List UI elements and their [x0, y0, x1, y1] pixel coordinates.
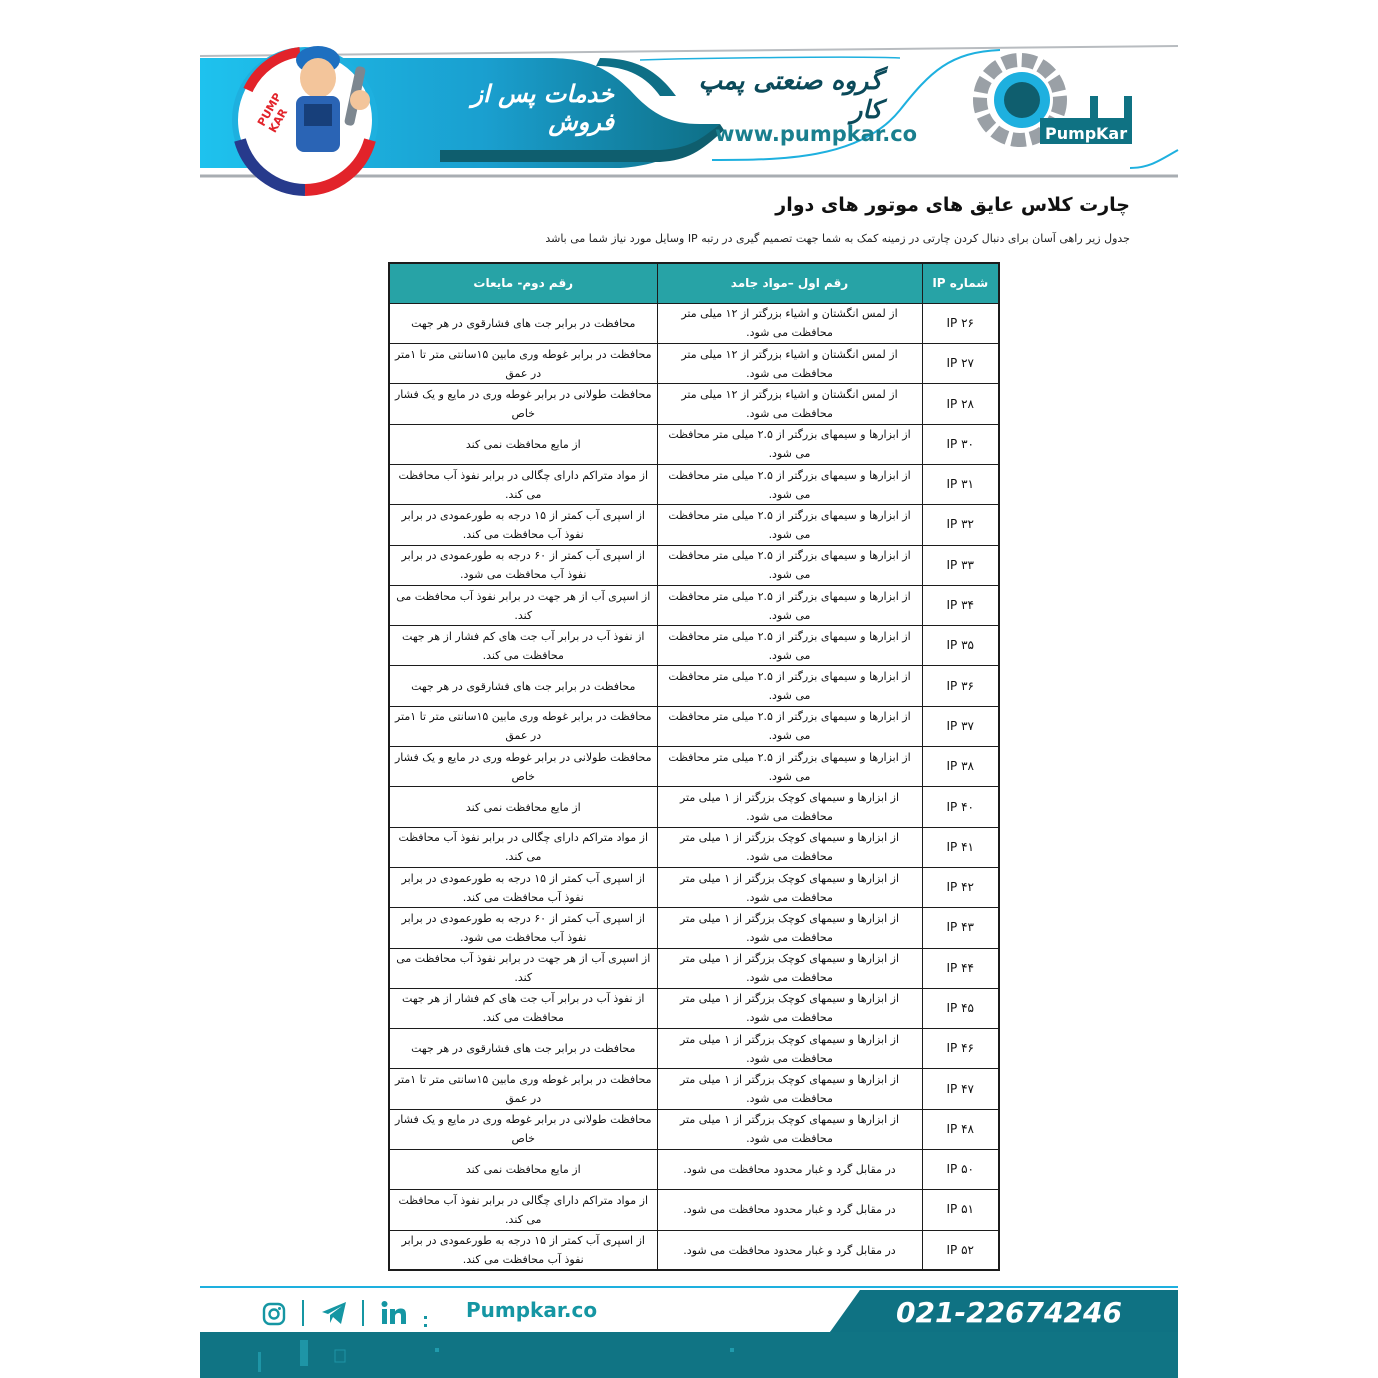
header-solids: رقم اول –مواد جامد — [657, 263, 922, 303]
header-liquids: رقم دوم- مایعات — [389, 263, 657, 303]
table-row — [389, 948, 999, 988]
cell-solids: از ابزارها و سیمهای کوچک بزرگتر از ۱ میلی متر محافظت می شود. — [657, 1069, 922, 1109]
cell-ip-number: IP ۴۶ — [922, 1029, 999, 1069]
footer-divider — [302, 1300, 304, 1326]
telegram-icon[interactable] — [320, 1300, 348, 1326]
cell-liquids: محافظت طولانی در برابر غوطه وری در مایع و یک فشار خاص — [389, 747, 657, 787]
cell-solids: از ابزارها و سیمهای کوچک بزرگتر از ۱ میلی متر محافظت می شود. — [657, 948, 922, 988]
table-row — [389, 626, 999, 666]
cell-liquids: محافظت در برابر غوطه وری مابین ۱۵سانتی متر تا ۱متر در عمق — [389, 1069, 657, 1109]
cell-solids: از ابزارها و سیمهای کوچک بزرگتر از ۱ میلی متر محافظت می شود. — [657, 988, 922, 1028]
cell-ip-number: IP ۳۵ — [922, 626, 999, 666]
cell-liquids: محافظت در برابر جت های فشارقوی در هر جهت — [389, 666, 657, 706]
cell-ip-number: IP ۴۳ — [922, 908, 999, 948]
footer-website[interactable]: Pumpkar.co — [466, 1298, 598, 1322]
cell-liquids: از اسپری آب از هر جهت در برابر نفوذ آب محافظت می کند. — [389, 948, 657, 988]
cell-solids: از ابزارها و سیمهای بزرگتر از ۲.۵ میلی متر محافظت می شود. — [657, 505, 922, 545]
cell-ip-number: IP ۴۱ — [922, 827, 999, 867]
cell-ip-number: IP ۳۱ — [922, 464, 999, 504]
cell-liquids: از اسپری آب کمتر از ۱۵ درجه به طورعمودی در برابر نفوذ آب محافظت می کند. — [389, 1230, 657, 1270]
page-title: چارت کلاس عایق های موتور های دوار — [775, 194, 1130, 216]
footer-phone[interactable]: 021-22674246 — [896, 1296, 1122, 1329]
header-website[interactable]: www.pumpkar.co — [715, 122, 918, 146]
cell-liquids: از اسپری آب کمتر از ۶۰ درجه به طورعمودی در برابر نفوذ آب محافظت می شود. — [389, 908, 657, 948]
cell-solids: از ابزارها و سیمهای کوچک بزرگتر از ۱ میلی متر محافظت می شود. — [657, 908, 922, 948]
cell-liquids: محافظت طولانی در برابر غوطه وری در مایع و یک فشار خاص — [389, 1109, 657, 1149]
cell-solids: از ابزارها و سیمهای کوچک بزرگتر از ۱ میلی متر محافظت می شود. — [657, 1029, 922, 1069]
footer-graphic — [0, 1280, 1378, 1378]
table-row — [389, 666, 999, 706]
table-row — [389, 1230, 999, 1270]
cell-ip-number: IP ۳۲ — [922, 505, 999, 545]
cell-solids: از لمس انگشتان و اشیاء بزرگتر از ۱۲ میلی متر محافظت می شود. — [657, 344, 922, 384]
cell-liquids: محافظت در برابر غوطه وری مابین ۱۵سانتی متر تا ۱متر در عمق — [389, 344, 657, 384]
cell-ip-number: IP ۳۳ — [922, 545, 999, 585]
cell-solids: از ابزارها و سیمهای بزرگتر از ۲.۵ میلی متر محافظت می شود. — [657, 666, 922, 706]
cell-ip-number: IP ۳۴ — [922, 585, 999, 625]
table-row — [389, 1029, 999, 1069]
cell-solids: از ابزارها و سیمهای کوچک بزرگتر از ۱ میلی متر محافظت می شود. — [657, 827, 922, 867]
cell-liquids: از مایع محافظت نمی کند — [389, 424, 657, 464]
cell-ip-number: IP ۴۷ — [922, 1069, 999, 1109]
cell-ip-number: IP ۳۷ — [922, 706, 999, 746]
page-subtitle: جدول زیر راهی آسان برای دنبال کردن چارتی در زمینه کمک به شما جهت تصمیم گیری در رتبه IP وسایل مورد نیاز شما می باشد — [545, 232, 1130, 245]
table-row — [389, 545, 999, 585]
logo-text-pump: Pump — [1045, 124, 1097, 143]
table-row — [389, 747, 999, 787]
table-row — [389, 585, 999, 625]
table-header-row — [389, 263, 999, 303]
cell-solids: از ابزارها و سیمهای بزرگتر از ۲.۵ میلی متر محافظت می شود. — [657, 545, 922, 585]
cell-liquids: از اسپری آب کمتر از ۱۵ درجه به طورعمودی در برابر نفوذ آب محافظت می کند. — [389, 505, 657, 545]
cell-liquids: محافظت در برابر غوطه وری مابین ۱۵سانتی متر تا ۱متر در عمق — [389, 706, 657, 746]
cell-liquids: از نفوذ آب در برابر آب جت های کم فشار از هر جهت محافظت می کند. — [389, 626, 657, 666]
cell-ip-number: IP ۴۴ — [922, 948, 999, 988]
cell-solids: از لمس انگشتان و اشیاء بزرگتر از ۱۲ میلی متر محافظت می شود. — [657, 384, 922, 424]
cell-ip-number: IP ۲۶ — [922, 303, 999, 343]
table-row — [389, 1190, 999, 1230]
brand-title: گروه صنعتی پمپ کار — [698, 66, 882, 124]
cell-solids: از ابزارها و سیمهای بزرگتر از ۲.۵ میلی متر محافظت می شود. — [657, 424, 922, 464]
instagram-icon[interactable] — [262, 1302, 286, 1326]
table-row — [389, 1109, 999, 1149]
cell-solids: از ابزارها و سیمهای کوچک بزرگتر از ۱ میلی متر محافظت می شود. — [657, 787, 922, 827]
cell-solids: از ابزارها و سیمهای کوچک بزرگتر از ۱ میلی متر محافظت می شود. — [657, 1109, 922, 1149]
cell-ip-number: IP ۴۰ — [922, 787, 999, 827]
table-row — [389, 827, 999, 867]
cell-ip-number: IP ۵۰ — [922, 1150, 999, 1190]
cell-ip-number: IP ۲۸ — [922, 384, 999, 424]
footer-dot — [424, 1316, 427, 1319]
service-title: خدمات پس از فروش — [471, 80, 614, 136]
cell-liquids: محافظت در برابر جت های فشارقوی در هر جهت — [389, 1029, 657, 1069]
logo-text-kar: Kar — [1096, 124, 1128, 143]
cell-ip-number: IP ۳۸ — [922, 747, 999, 787]
cell-ip-number: IP ۴۵ — [922, 988, 999, 1028]
table-row — [389, 303, 999, 343]
table-row — [389, 384, 999, 424]
cell-solids: در مقابل گرد و غبار محدود محافظت می شود. — [657, 1230, 922, 1270]
cell-solids: از ابزارها و سیمهای بزرگتر از ۲.۵ میلی متر محافظت می شود. — [657, 747, 922, 787]
table-row — [389, 424, 999, 464]
table-row — [389, 988, 999, 1028]
table-row — [389, 908, 999, 948]
table-row — [389, 706, 999, 746]
cell-liquids: محافظت طولانی در برابر غوطه وری در مایع و یک فشار خاص — [389, 384, 657, 424]
cell-liquids: محافظت در برابر جت های فشارقوی در هر جهت — [389, 303, 657, 343]
cell-liquids: از مواد متراکم دارای چگالی در برابر نفوذ آب محافظت می کند. — [389, 464, 657, 504]
ip-rating-table — [388, 262, 1000, 1271]
cell-ip-number: IP ۵۲ — [922, 1230, 999, 1270]
table-row — [389, 1150, 999, 1190]
cell-liquids: از اسپری آب کمتر از ۶۰ درجه به طورعمودی در برابر نفوذ آب محافظت می شود. — [389, 545, 657, 585]
table-row — [389, 1069, 999, 1109]
cell-liquids: از مایع محافظت نمی کند — [389, 1150, 657, 1190]
table-body — [389, 303, 999, 1270]
linkedin-icon[interactable] — [380, 1300, 408, 1326]
cell-ip-number: IP ۵۱ — [922, 1190, 999, 1230]
cell-solids: در مقابل گرد و غبار محدود محافظت می شود. — [657, 1190, 922, 1230]
table-row — [389, 464, 999, 504]
table-row — [389, 787, 999, 827]
cell-solids: از لمس انگشتان و اشیاء بزرگتر از ۱۲ میلی متر محافظت می شود. — [657, 303, 922, 343]
cell-liquids: از نفوذ آب در برابر آب جت های کم فشار از هر جهت محافظت می کند. — [389, 988, 657, 1028]
cell-ip-number: IP ۳۰ — [922, 424, 999, 464]
page-header: PUMP KAR گروه صنعتی پمپ کار www.pumpkar.co خدمات پس از فروش Pump Kar — [0, 0, 1378, 210]
cell-liquids: از مایع محافظت نمی کند — [389, 787, 657, 827]
cell-ip-number: IP ۲۷ — [922, 344, 999, 384]
table-row — [389, 505, 999, 545]
cell-solids: از ابزارها و سیمهای بزرگتر از ۲.۵ میلی متر محافظت می شود. — [657, 706, 922, 746]
footer-dot — [424, 1324, 427, 1327]
cell-solids: از ابزارها و سیمهای بزرگتر از ۲.۵ میلی متر محافظت می شود. — [657, 585, 922, 625]
header-ip-number: شماره IP — [922, 263, 999, 303]
cell-solids: از ابزارها و سیمهای بزرگتر از ۲.۵ میلی متر محافظت می شود. — [657, 626, 922, 666]
cell-solids: در مقابل گرد و غبار محدود محافظت می شود. — [657, 1150, 922, 1190]
cell-liquids: از اسپری آب کمتر از ۱۵ درجه به طورعمودی در برابر نفوذ آب محافظت می کند. — [389, 867, 657, 907]
table-row — [389, 344, 999, 384]
cell-liquids: از اسپری آب از هر جهت در برابر نفوذ آب محافظت می کند. — [389, 585, 657, 625]
cell-solids: از ابزارها و سیمهای بزرگتر از ۲.۵ میلی متر محافظت می شود. — [657, 464, 922, 504]
cell-liquids: از مواد متراکم دارای چگالی در برابر نفوذ آب محافظت می کند. — [389, 1190, 657, 1230]
page-footer — [0, 1280, 1378, 1378]
cell-solids: از ابزارها و سیمهای کوچک بزرگتر از ۱ میلی متر محافظت می شود. — [657, 867, 922, 907]
footer-divider — [362, 1300, 364, 1326]
cell-ip-number: IP ۳۶ — [922, 666, 999, 706]
cell-liquids: از مواد متراکم دارای چگالی در برابر نفوذ آب محافظت می کند. — [389, 827, 657, 867]
table-row — [389, 867, 999, 907]
cell-ip-number: IP ۴۸ — [922, 1109, 999, 1149]
cell-ip-number: IP ۴۲ — [922, 867, 999, 907]
